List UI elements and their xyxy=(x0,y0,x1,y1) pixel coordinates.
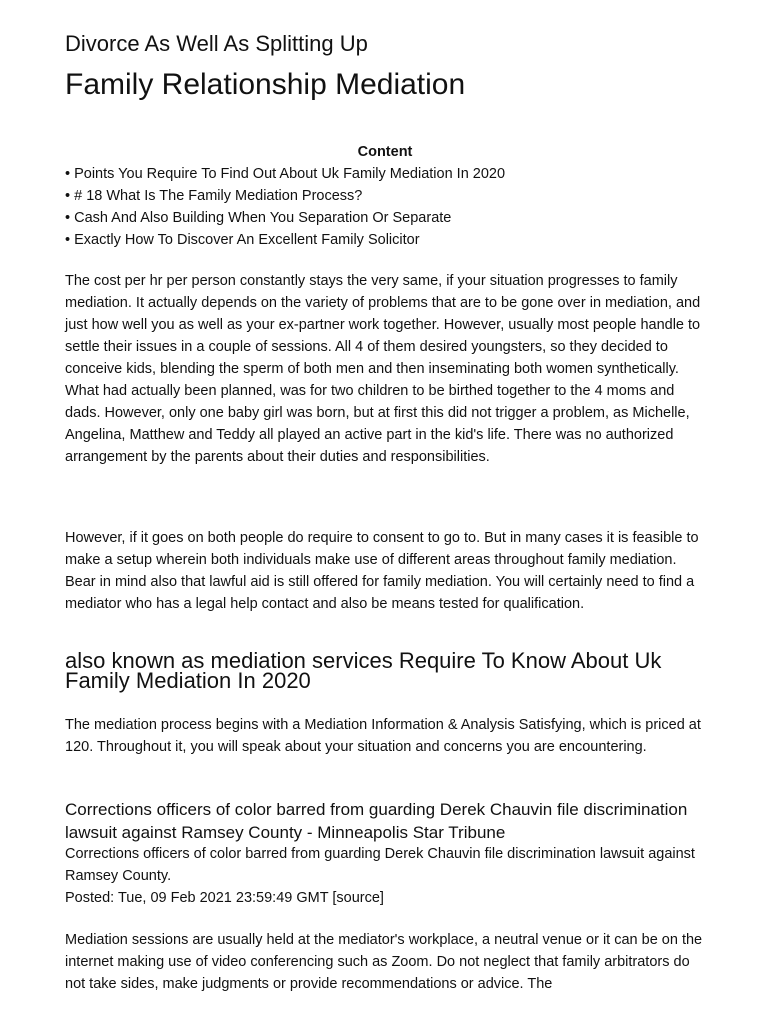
body-paragraph: The mediation process begins with a Mediation Information & Analysis Satisfying, which is priced at 120. Throughout it, you will speak about your situation and concerns you are encountering. xyxy=(65,717,701,755)
news-excerpt xyxy=(65,843,705,909)
news-posted-date: Posted: Tue, 09 Feb 2021 23:59:49 GMT [source] xyxy=(65,890,384,906)
section-heading: also known as mediation services Require To Know About Uk Family Mediation In 2020 xyxy=(65,648,662,693)
toc-item: • # 18 What Is The Family Mediation Process? xyxy=(65,188,363,204)
body-paragraph: However, if it goes on both people do require to consent to go to. But in many cases it is feasible to make a setup wherein both individuals make use of different areas throughout family mediation. Bear in mind also that lawful aid is still offered for family mediation. You will certainly need to find a mediator who has a legal help contact and also be means tested for qualification. xyxy=(65,530,699,612)
body-paragraph: Mediation sessions are usually held at the mediator's workplace, a neutral venue or it can be on the internet making use of video conferencing such as Zoom. Do not neglect that family arbitrators do not take sides, make judgments or provide recommendations or advice. The xyxy=(65,932,703,992)
table-of-contents xyxy=(65,141,705,251)
body-paragraph: The cost per hr per person constantly stays the very same, if your situation progresses to family mediation. It actually depends on the variety of problems that are to be gone over in mediation, and just how well you as well as your ex-partner work together. However, usually most people handle to settle their issues in a couple of sessions. All 4 of them desired youngsters, so they decided to conceive kids, blending the sperm of both men and then inseminating both women synthetically. What had actually been planned, was for two children to be birthed together to the 4 moms and dads. However, only one baby girl was born, but at first this did not trigger a problem, as Michelle, Angelina, Matthew and Teddy all played an active part in the kid's life. There was no authorized arrangement by the parents about their duties and responsibilities. xyxy=(65,273,701,465)
document-title: Family Relationship Mediation xyxy=(65,68,466,101)
toc-item: • Cash And Also Building When You Separation Or Separate xyxy=(65,210,452,226)
toc-item: • Points You Require To Find Out About Uk Family Mediation In 2020 xyxy=(65,166,506,182)
toc-heading: Content xyxy=(357,144,413,160)
document-subtitle: Divorce As Well As Splitting Up xyxy=(65,31,368,56)
toc-item: • Exactly How To Discover An Excellent Family Solicitor xyxy=(65,232,420,248)
news-summary: Corrections officers of color barred from guarding Derek Chauvin file discrimination lawsuit against Ramsey County. xyxy=(65,846,695,884)
toc-list xyxy=(65,163,705,251)
news-headline: Corrections officers of color barred from guarding Derek Chauvin file discrimination lawsuit against Ramsey County - Minneapolis Star Tribune xyxy=(65,800,688,842)
